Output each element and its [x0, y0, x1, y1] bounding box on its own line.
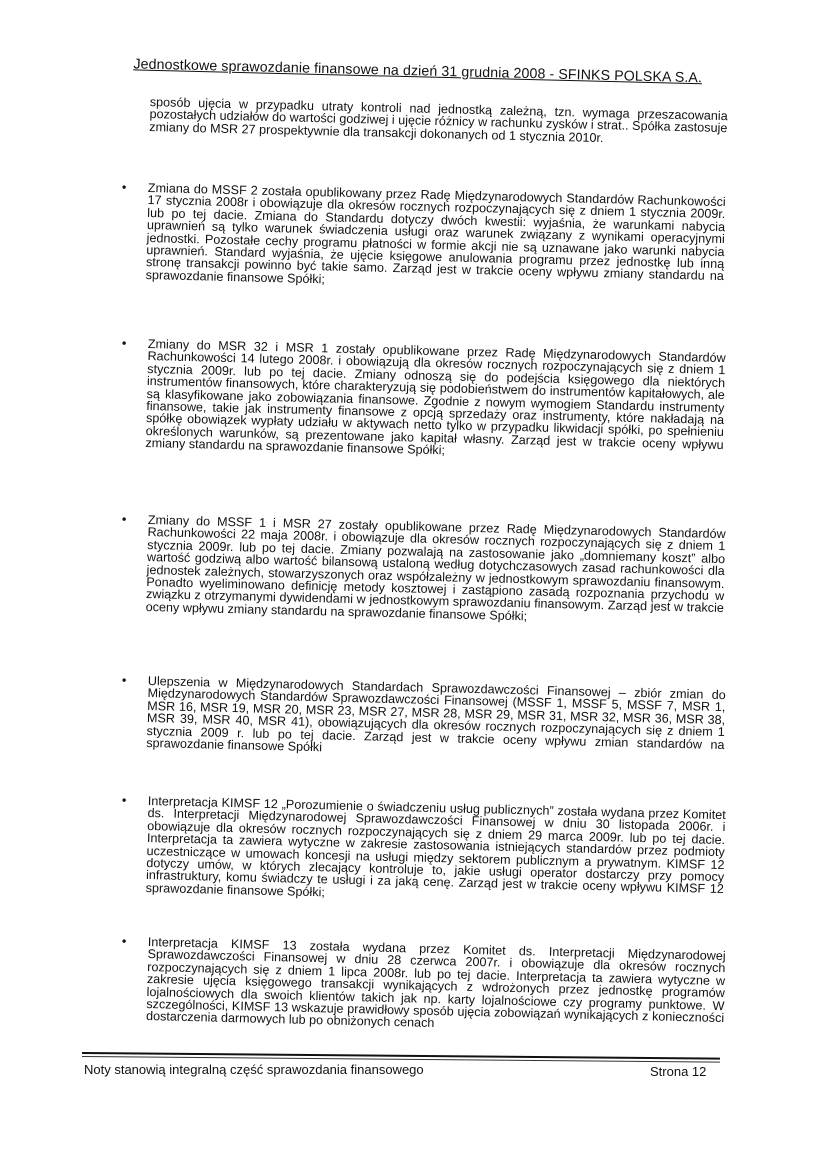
bullet-icon: •	[121, 335, 127, 351]
page-header-title: Jednostkowe sprawozdanie finansowe na dzień 31 grudnia 2008 - SFINKS POLSKA S.A.	[133, 56, 703, 87]
bullet-icon: •	[121, 179, 127, 195]
bullet-text: Interpretacja KIMSF 12 „Porozumienie o świadczeniu usług publicznych” została wydana przez Komitet ds. Interpretacji Międzynarodowej Sprawozdawczości Finansowej w dniu 30 listopada 2006r. i obowiązuje dla okresów rocznych rozpoczynających się z dniem 29 marca 2009r. lub po tej dacie. Interpretacja ta zawiera wytyczne w zakresie zastosowania istniejących standardów przez podmioty uczestniczące w umowach koncesji na usługi między sektorem publicznym a prywatnym. KIMSF 12 dotyczy umów, w których zlecający kontroluje to, jakie usługi operator dostarczy przy pomocy infrastruktury, komu świadczy te usługi i za jaką cenę. Zarząd jest w trakcie oceny wpływu KIMSF 12 sprawozdanie finansowe Spółki;	[145, 794, 726, 900]
bullet-item-mssf2	[121, 179, 726, 295]
footer-note: Noty stanowią integralną część sprawozdania finansowego	[84, 1062, 424, 1077]
bullet-item-kimsf13	[121, 933, 726, 1037]
bullet-text: Zmiana do MSSF 2 została opublikowany przez Radę Międzynarodowych Standardów Rachunkowości 17 stycznia 2008r i obowiązuje dla okresów rocznych rozpoczynających się z dniem 1 stycznia 2009r. lub po tej dacie. Zmiana do Standardu dotyczy dwóch kwestii: wyjaśnia, że warunkami nabycia uprawnień są tylko warunek świadczenia usługi oraz warunek związany z wynikami operacyjnymi jednostki. Pozostałe cechy programu płatności w formie akcji nie są uznawane jako warunki nabycia uprawnień. Standard wyjaśnia, że ujęcie księgowe anulowania programu przez jednostkę lub inną stronę transakcji powinno być takie samo. Zarząd jest w trakcie oceny wpływu zmiany standardu na sprawozdanie finansowe Spółki;	[145, 181, 726, 287]
page-number: Strona 12	[650, 1064, 707, 1079]
bullet-item-mssf1-msr27	[121, 511, 726, 627]
bullet-icon: •	[121, 672, 127, 688]
bullet-icon: •	[121, 933, 127, 949]
bullet-item-kimsf12	[121, 792, 726, 908]
intro-paragraph: sposób ujęcia w przypadku utraty kontroli nad jednostką zależną, tzn. wymaga przeszacowania pozostałych udziałów do wartości godziwej i ujęcie różnicy w rachunku zysków i strat.. Spółka zastosuje zmiany do MSR 27 prospektywnie dla transakcji dokonanych od 1 stycznia 2010r.	[149, 95, 728, 145]
bullet-text: Ulepszenia w Międzynarodowych Standardach Sprawozdawczości Finansowej – zbiór zmian do Międzynarodowych Standardów Sprawozdawczości Finansowej (MSSF 1, MSSF 5, MSSF 7, MSR 1, MSR 16, MSR 19, MSR 20, MSR 23, MSR 27, MSR 28, MSR 29, MSR 31, MSR 32, MSR 36, MSR 38, MSR 39, MSR 40, MSR 41), obowiązujących dla okresów rocznych rozpoczynających się z dniem 1 stycznia 2009 r. lub po tej dacie. Zarząd jest w trakcie oceny wpływu zmian standardów na sprawozdanie finansowe Spółki	[146, 674, 726, 755]
bullet-text: Interpretacja KIMSF 13 została wydana przez Komitet ds. Interpretacji Międzynarodowej Sprawozdawczości Finansowej w dniu 28 czerwca 2007r. i obowiązuje dla okresów rocznych rozpoczynających się z dniem 1 lipca 2008r. lub po tej dacie. Interpretacja ta zawiera wytyczne w zakresie ujęcia księgowego transakcji wynikających z wdrożonych przez jednostkę programów lojalnościowych dla swoich klientów takich jak np. karty lojalnościowe czy programy punktowe. W szczególności, KIMSF 13 wskazuje prawidłowy sposób ujęcia zobowiązań wynikających z konieczności dostarczenia darmowych lub po obniżonych cenach	[145, 935, 726, 1031]
bullet-icon: •	[121, 792, 127, 808]
bullet-item-msr32-msr1	[121, 335, 726, 464]
bullet-item-ulepszenia	[121, 672, 726, 764]
bullet-text: Zmiany do MSSF 1 i MSR 27 zostały opublikowane przez Radę Międzynarodowych Standardów Rachunkowości 22 maja 2008r. i obowiązuje dla okresów rocznych rozpoczynających się z dniem 1 stycznia 2009r. lub po tej dacie. Zmiany pozwalają na zastosowanie jako „domniemany koszt” albo wartość godziwą albo wartość bilansową ustaloną według dotychczasowych zasad rachunkowości dla jednostek zależnych, stowarzyszonych oraz współzależny w jednostkowym sprawozdaniu finansowym. Ponadto wyeliminowano definicję metody kosztowej i zastąpiono zasadą rozpoznania przychodu w związku z otrzymanymi dywidendami w jednostkowym sprawozdaniu finansowym. Zarząd jest w trakcie oceny wpływu zmiany standardu na sprawozdanie finansowe Spółki;	[145, 513, 726, 624]
bullet-text: Zmiany do MSR 32 i MSR 1 zostały opublikowane przez Radę Międzynarodowych Standardów Rachunkowości 14 lutego 2008r. i obowiązują dla okresów rocznych rozpoczynających się z dniem 1 stycznia 2009r. lub po tej dacie. Zmiany odnoszą się do podejścia księgowego dla niektórych instrumentów finansowych, które charakteryzują się podobieństwem do instrumentów kapitałowych, ale są klasyfikowane jako zobowiązania finansowe. Zgodnie z nowym wymogiem Standardu instrumenty finansowe, takie jak instrumenty finansowe z opcją sprzedaży oraz instrumenty, które nakładają na spółkę obowiązek wypłaty udziału w aktywach netto tylko w przypadku likwidacji spółki, po spełnieniu określonych warunków, są prezentowane jako kapitał własny. Zarząd jest w trakcie oceny wpływu zmiany standardu na sprawozdanie finansowe Spółki;	[145, 337, 726, 458]
bullet-icon: •	[121, 511, 127, 527]
